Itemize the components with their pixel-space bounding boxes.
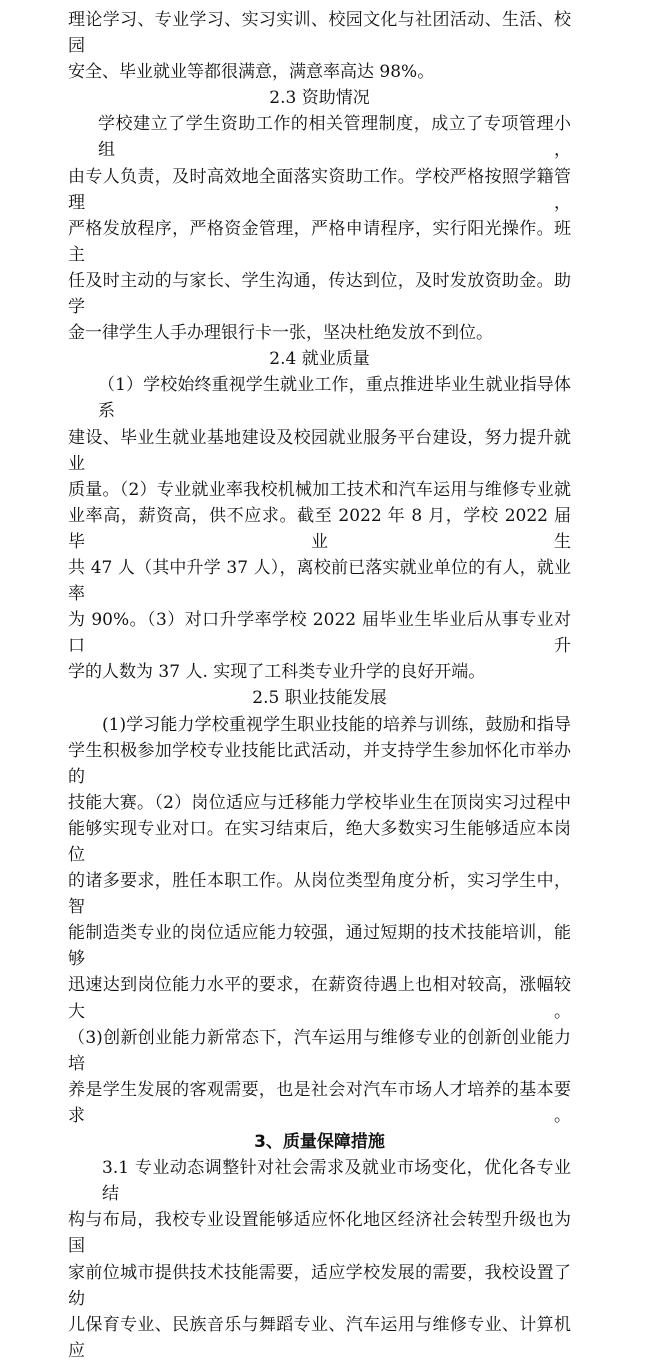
text-line: 家前位城市提供技术技能需要，适应学校发展的需要，我校设置了幼 <box>68 1262 571 1309</box>
text-line: 构与布局，我校专业设置能够适应怀化地区经济社会转型升级也为国 <box>68 1210 571 1257</box>
section-heading-2-3: 2.3 资助情况 <box>269 88 370 109</box>
text-line: 安全、毕业就业等都很满意，满意率高达 98%。 <box>68 62 435 83</box>
text-line: (1)学习能力学校重视学生职业技能的培养与训练，鼓励和指导 <box>102 714 571 735</box>
text-line: 技能大赛。（2）岗位适应与迁移能力学校毕业生在顶岗实习过程中 <box>68 792 571 813</box>
text-line: 建设、毕业生就业基地建设及校园就业服务平台建设，努力提升就业 <box>68 427 571 474</box>
text-line: 的诸多要求，胜任本职工作。从岗位类型角度分析，实习学生中，智 <box>68 871 571 918</box>
text-line: 养是学生发展的客观需要，也是社会对汽车市场人才培养的基本要求。 <box>68 1079 571 1126</box>
document-page <box>68 7 571 1364</box>
text-line: 迅速达到岗位能力水平的要求，在薪资待遇上也相对较高，涨幅较大。 <box>68 975 571 1022</box>
section-heading-2-5: 2.5 职业技能发展 <box>252 688 387 709</box>
text-line: 严格发放程序，严格资金管理，严格申请程序，实行阳光操作。班主 <box>68 218 571 265</box>
text-line: 金一律学生人手办理银行卡一张，坚决杜绝发放不到位。 <box>68 323 493 344</box>
text-line: 3.1 专业动态调整针对社会需求及就业市场变化，优化各专业结 <box>102 1158 571 1205</box>
paragraph-satisfaction <box>68 7 571 85</box>
text-line: 学的人数为 37 人. 实现了工科类专业升学的良好开端。 <box>68 662 486 683</box>
section-heading-2-4: 2.4 就业质量 <box>269 349 370 370</box>
paragraph-vocational-skills <box>68 712 571 1130</box>
text-line: 业率高，薪资高，供不应求。截至 2022 年 8 月，学校 2022 届毕业生 <box>68 505 571 552</box>
text-line: 质量。（2）专业就业率我校机械加工技术和汽车运用与维修专业就 <box>68 479 571 500</box>
text-line: 能制造类专业的岗位适应能力较强，通过短期的技术技能培训，能够 <box>68 923 571 970</box>
text-line: 任及时主动的与家长、学生沟通，传达到位，及时发放资助金。助学 <box>68 270 571 318</box>
paragraph-financial-aid <box>68 111 571 346</box>
paragraph-quality-assurance <box>68 1155 571 1364</box>
text-line: 学生积极参加学校专业技能比武活动，并支持学生参加怀化市举办的 <box>68 740 571 787</box>
text-line: 共 47 人（其中升学 37 人），离校前已落实就业单位的有人，就业率 <box>68 557 571 605</box>
text-line: 儿保育专业、民族音乐与舞蹈专业、汽车运用与维修专业、计算机应 <box>68 1314 571 1361</box>
text-line: 能够实现专业对口。在实习结束后，绝大多数实习生能够适应本岗位 <box>68 818 571 865</box>
section-heading-3: 3、质量保障措施 <box>254 1132 385 1153</box>
text-line: 由专人负责，及时高效地全面落实资助工作。学校严格按照学籍管理， <box>68 166 571 213</box>
paragraph-employment <box>68 372 571 685</box>
text-line: 为 90%。（3）对口升学率学校 2022 届毕业生毕业后从事专业对口升 <box>68 610 571 657</box>
text-line: （3)创新创业能力新常态下，汽车运用与维修专业的创新创业能力培 <box>68 1027 571 1074</box>
text-line: 理论学习、专业学习、实习实训、校园文化与社团活动、生活、校园 <box>68 10 571 57</box>
text-line: （1）学校始终重视学生就业工作，重点推进毕业生就业指导体系 <box>98 375 571 422</box>
text-line: 学校建立了学生资助工作的相关管理制度，成立了专项管理小组， <box>98 114 571 161</box>
